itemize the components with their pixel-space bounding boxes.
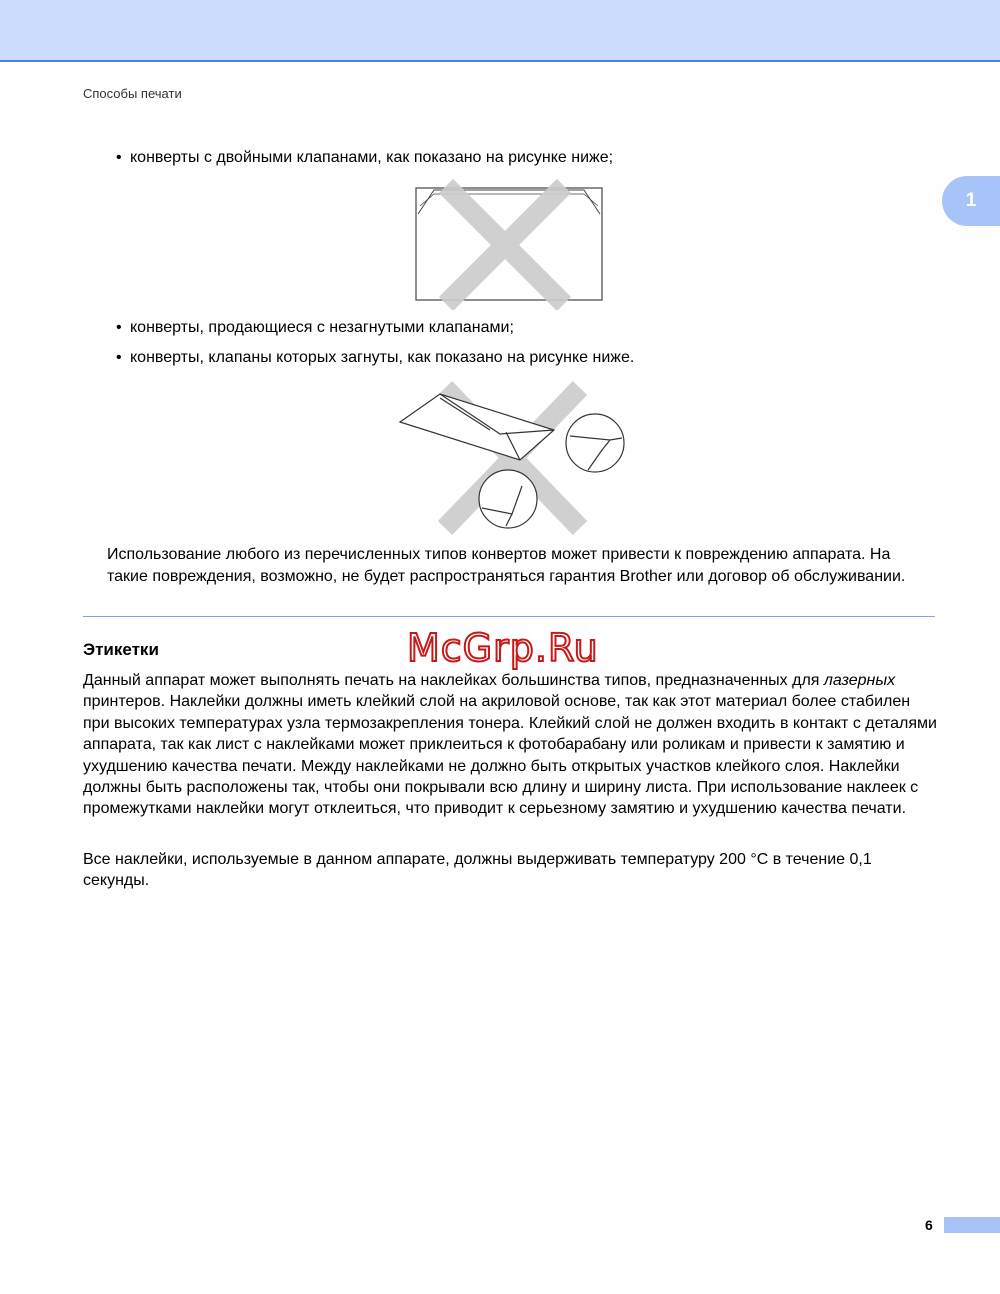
labels-paragraph xyxy=(83,670,939,820)
para1-text-end: принтеров. Наклейки должны иметь клейкий слой на акриловой основе, так как этот материал более стабилен при высоких температурах узла термозакрепления тонера. Клейкий слой не должен входить в контакт с деталями аппарата, так как лист с наклейками может приклеиться к фотобарабану или роликам и привести к замятию и ухудшению качества печати. Между наклейками не должно быть открытых участков клейкого слоя. Наклейки должны быть расположены так, чтобы они покрывали всю длину и ширину листа. При использование наклеек с промежутками наклейки могут отклеиться, что приводит к серьезному замятию и ухудшению качества печати. xyxy=(83,693,937,818)
bullet-dot: • xyxy=(116,349,122,366)
page-number: 6 xyxy=(925,1217,933,1233)
bullet-dot: • xyxy=(116,319,122,336)
bullet-text: конверты, продающиеся с незагнутыми клапанами; xyxy=(130,319,514,336)
chapter-tab: 1 xyxy=(942,176,1000,226)
flap-detail-right-icon xyxy=(566,414,624,472)
running-title: Способы печати xyxy=(83,86,182,101)
bullet-dot: • xyxy=(116,149,122,166)
page-number-tab xyxy=(944,1217,1000,1233)
folded-flap-envelope-figure xyxy=(390,378,640,538)
bullet-unfolded-flaps xyxy=(116,318,514,338)
header-band xyxy=(0,0,1000,62)
para1-text-start: Данный аппарат может выполнять печать на наклейках большинства типов, предназначенных для xyxy=(83,672,824,689)
watermark-logo: McGrp.Ru xyxy=(407,626,599,670)
bullet-text: конверты с двойными клапанами, как показано на рисунке ниже; xyxy=(130,149,614,166)
bullet-text: конверты, клапаны которых загнуты, как показано на рисунке ниже. xyxy=(130,349,635,366)
section-divider xyxy=(83,616,935,617)
flap-detail-bottom-icon xyxy=(479,470,537,528)
para1-italic-word: лазерных xyxy=(823,672,896,689)
folded-envelope-icon xyxy=(400,394,554,460)
section-title-labels: Этикетки xyxy=(83,640,159,659)
bullet-folded-flaps xyxy=(116,348,634,368)
temperature-paragraph: Все наклейки, используемые в данном аппарате, должны выдерживать температуру 200 °C в течение 0,1 секунды. xyxy=(83,851,872,890)
damage-warning: Использование любого из перечисленных типов конвертов может привести к повреждению аппарата. На такие повреждения, возможно, не будет распространяться гарантия Brother или договор об обслуживании. xyxy=(107,546,906,585)
bullet-double-flap xyxy=(116,148,613,168)
double-flap-envelope-figure xyxy=(400,176,620,310)
